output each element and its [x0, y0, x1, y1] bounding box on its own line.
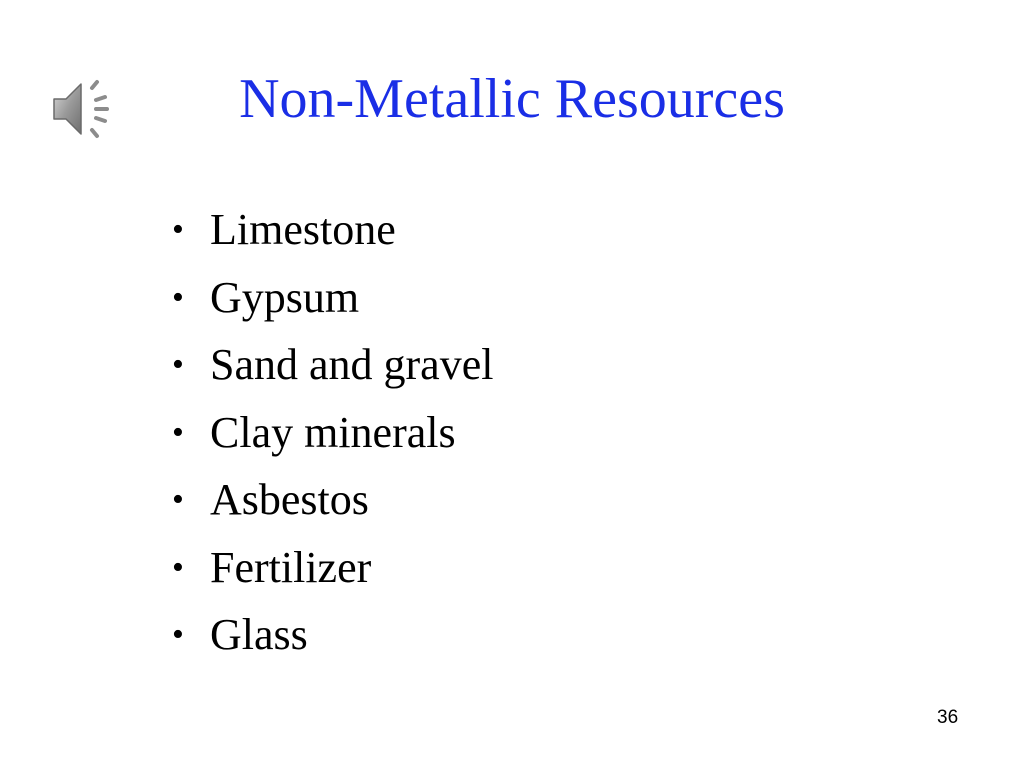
bullet-icon: • [172, 413, 184, 451]
slide-title: Non-Metallic Resources [239, 68, 785, 130]
bullet-text: Clay minerals [210, 407, 456, 457]
bullet-icon: • [172, 278, 184, 316]
list-item [170, 331, 493, 399]
list-item [170, 264, 493, 332]
bullet-icon: • [172, 346, 184, 383]
bullet-icon: • [172, 211, 184, 248]
bullet-icon: • [172, 481, 184, 518]
list-item [170, 601, 493, 669]
list-item [170, 466, 493, 534]
bullet-text: Sand and gravel [210, 340, 494, 389]
bullet-text: Asbestos [210, 475, 369, 524]
bullet-icon: • [172, 548, 184, 586]
page-number: 36 [937, 707, 959, 728]
bullet-text: Limestone [210, 205, 396, 254]
bullet-text: Gypsum [210, 272, 360, 322]
list-item [170, 399, 493, 467]
list-item [170, 534, 493, 602]
bullet-text: Fertilizer [210, 542, 372, 592]
bullet-list [170, 196, 493, 669]
bullet-text: Glass [210, 610, 308, 659]
list-item [170, 196, 493, 264]
bullet-icon: • [172, 616, 184, 653]
